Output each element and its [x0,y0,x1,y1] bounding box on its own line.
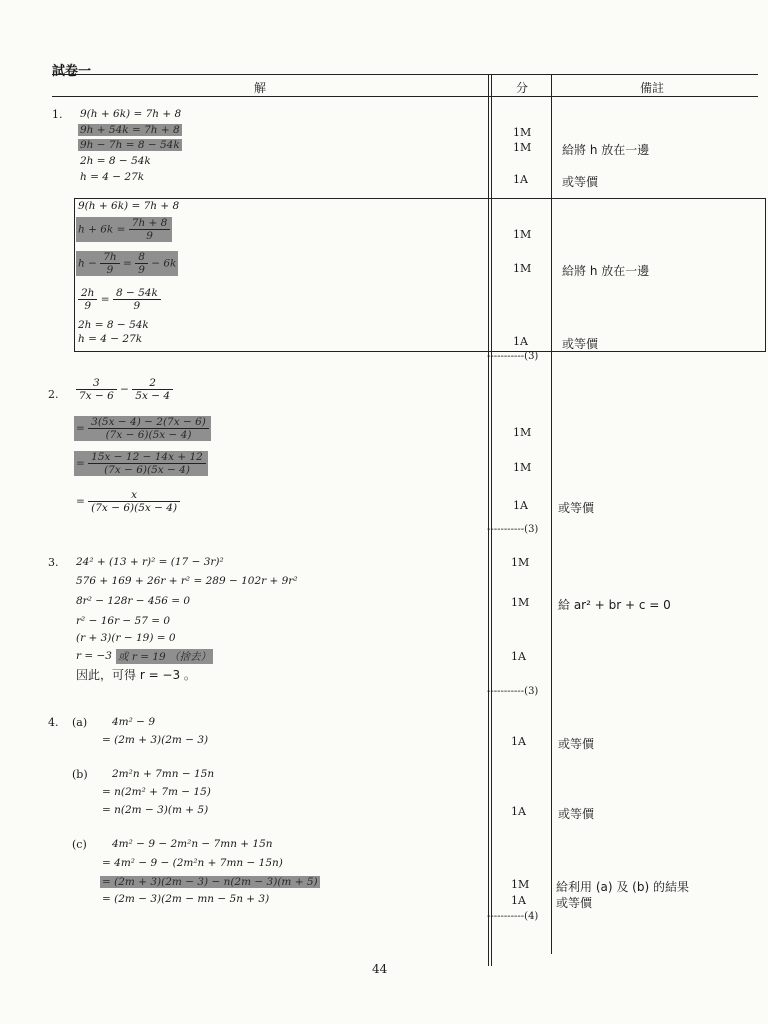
q1-line: h = 4 − 27k [80,171,145,183]
denominator: 9 [138,264,145,276]
q3-number: 3. [48,556,59,569]
q3-line: 24² + (13 + r)² = (17 − 3r)² [76,556,224,568]
denominator: 7x − 6 [79,390,114,402]
q1-alt-remark: 給將 h 放在一邊 [562,264,650,278]
numerator: 7h [100,251,119,264]
page-number: 44 [372,962,388,976]
numerator: x [88,489,180,502]
q3-line: (r + 3)(r − 19) = 0 [76,632,176,644]
q1-line-highlighted: 9h − 7h = 8 − 54k [80,139,180,151]
q4c-line: 4m² − 9 − 2m²n − 7mn + 15n [112,838,273,850]
q2-step-highlighted [74,451,208,476]
q4a-remark: 或等價 [558,737,595,751]
q4c-mark: 1M [511,878,530,891]
q3-rejected-root: 或 r = 19 （捨去） [118,651,212,663]
q1-alt-remark: 或等價 [562,337,599,351]
q1-alt-line [78,287,161,312]
q1-mark: 1A [513,173,528,186]
numerator: 8 [135,251,148,264]
q1-alt-line: 9(h + 6k) = 7h + 8 [78,200,180,212]
q4c-line-highlighted: = (2m + 3)(2m − 3) − n(2m − 3)(m + 5) [102,876,318,888]
denominator: 9 [133,300,141,312]
q1-alt-fraction [113,287,161,312]
q4b-line: 2m²n + 7mn − 15n [112,768,215,780]
q4a-line: = (2m + 3)(2m − 3) [102,734,209,746]
q2-total: -----------(3) [487,524,539,535]
q1-alt-mark: 1M [513,262,532,275]
q1-mark: 1M [513,141,532,154]
q1-alt-tail: − 6k [151,257,177,270]
q3-remark: 給 ar² + br + c = 0 [558,598,671,612]
q1-number: 1. [52,108,63,121]
q4c-remark: 給利用 (a) 及 (b) 的結果 [556,880,689,894]
q2-expression [76,377,173,402]
q1-remark: 或等價 [562,175,599,189]
numerator: 2 [132,377,173,390]
q1-alt-line-highlighted [76,217,172,242]
q2-remark: 或等價 [558,501,595,515]
denominator: 9 [106,264,114,276]
equals-sign: = [76,422,85,435]
equals-sign: = [123,257,132,270]
q1-alt-line: 2h = 8 − 54k [78,319,149,331]
q4c-line: = (2m − 3)(2m − mn − 5n + 3) [102,893,270,905]
denominator: (7x − 6)(5x − 4) [105,429,192,441]
numerator: 8 − 54k [113,287,161,300]
q4a-line: 4m² − 9 [112,716,155,728]
denominator: (7x − 6)(5x − 4) [104,464,190,476]
q1-alt-mark: 1M [513,228,532,241]
q4a-mark: 1A [511,735,526,748]
q3-line: r² − 16r − 57 = 0 [76,615,171,627]
minus-sign: − [120,383,129,396]
q4b-line: = n(2m − 3)(m + 5) [102,804,209,816]
denominator: 9 [146,230,153,242]
q1-line: 9(h + 6k) = 7h + 8 [80,108,182,120]
q4b-mark: 1A [511,805,526,818]
numerator: 15x − 12 − 14x + 12 [88,451,206,464]
q1-total: -----------(3) [487,351,539,362]
header-bottom-rule [52,96,758,97]
q2-fraction [88,489,180,514]
q4c-line: = 4m² − 9 − (2m²n + 7mn − 15n) [102,857,283,869]
q3-line: 8r² − 128r − 456 = 0 [76,595,191,607]
q4-number: 4. [48,716,59,729]
q3-total: -----------(3) [487,686,539,697]
denominator: 5x − 4 [135,390,171,402]
numerator: 2h [78,287,97,300]
q3-line: r = −3 [76,650,112,662]
q4a-label: (a) [72,716,88,729]
q4-total: -----------(4) [487,911,539,922]
q1-alt-fraction [135,251,148,276]
equals-sign: = [76,495,85,508]
q3-mark: 1M [511,596,530,609]
q2-step-highlighted [74,416,211,441]
q2-mark: 1M [513,461,532,474]
q3-conclusion: 因此，可得 r = −3 。 [76,668,196,682]
header-remarks: 備註 [640,81,665,95]
q2-fraction [88,416,209,441]
q1-alt-mark: 1A [513,335,528,348]
q1-line: 2h = 8 − 54k [80,155,151,167]
q1-alt-left: h + 6k = [78,223,126,236]
header-top-rule [52,74,758,75]
q4b-remark: 或等價 [558,807,595,821]
q4c-label: (c) [72,838,87,851]
q4c-remark: 或等價 [556,896,593,910]
denominator: 9 [84,300,92,312]
q2-fraction [76,377,117,402]
q1-alt-line-highlighted [76,251,178,276]
q3-mark: 1M [511,556,530,569]
q4b-label: (b) [72,768,88,781]
q1-alt-line: h = 4 − 27k [78,333,143,345]
numerator: 3(5x − 4) − 2(7x − 6) [88,416,209,429]
q3-line: 576 + 169 + 26r + r² = 289 − 102r + 9r² [76,575,298,587]
q2-result [76,489,180,514]
q1-line-highlighted: 9h + 54k = 7h + 8 [80,124,180,136]
q4c-mark: 1A [511,894,526,907]
q1-alt-fraction [78,287,97,312]
equals-sign: = [76,457,85,470]
denominator: (7x − 6)(5x − 4) [91,502,178,514]
header-marks: 分 [516,81,529,95]
q2-fraction [132,377,173,402]
q1-alt-fraction [100,251,119,276]
q1-remark: 給將 h 放在一邊 [562,143,650,157]
equals-sign: = [100,293,110,306]
q2-mark: 1A [513,499,528,512]
q1-alt-left: h − [78,257,97,270]
paper-title: 試卷一 [52,64,92,79]
q2-number: 2. [48,388,59,401]
q4b-line: = n(2m² + 7m − 15) [102,786,211,798]
header-solution: 解 [254,81,267,95]
numerator: 7h + 8 [129,217,171,230]
q2-fraction [88,451,206,476]
q1-mark: 1M [513,126,532,139]
q2-mark: 1M [513,426,532,439]
q3-mark: 1A [511,650,526,663]
q1-alt-fraction [129,217,171,242]
numerator: 3 [76,377,117,390]
